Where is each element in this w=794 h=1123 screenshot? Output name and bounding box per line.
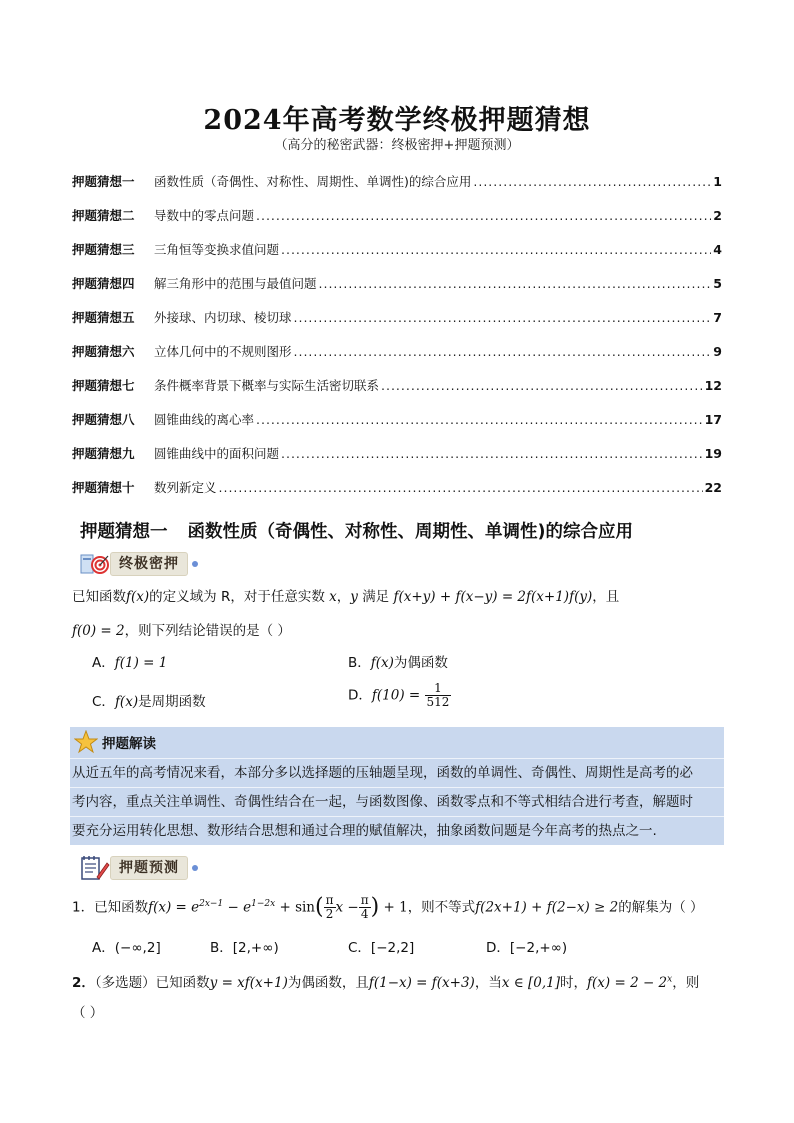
math: f(1−x) = f(x+3) — [368, 975, 475, 991]
text: ， — [336, 589, 351, 605]
paren: ( — [315, 894, 324, 920]
notepad-pencil-icon — [80, 855, 110, 881]
text: 时， — [560, 975, 588, 991]
fraction — [359, 894, 371, 921]
math: f(x) — [114, 694, 139, 710]
interpretation-text — [70, 758, 724, 845]
math: 2x−1 — [199, 899, 224, 909]
text: ，则 — [672, 975, 700, 991]
text: ，且 — [592, 589, 620, 605]
toc-row[interactable] — [72, 369, 722, 403]
toc-row[interactable] — [72, 403, 722, 437]
math: f(x) — [370, 655, 394, 671]
option-a[interactable] — [92, 651, 167, 671]
math: x − — [335, 899, 359, 916]
toc-number: 押题猜想五 — [72, 310, 135, 325]
toc-row[interactable] — [72, 335, 722, 369]
toc-leader — [256, 199, 711, 233]
text: 的解集为（ ） — [618, 899, 704, 916]
toc-number: 押题猜想一 — [72, 174, 135, 189]
toc-row[interactable] — [72, 437, 722, 471]
q1-option-a[interactable]: A．(−∞,2] — [92, 940, 161, 956]
toc-number: 押题猜想七 — [72, 378, 135, 393]
toc-leader — [319, 267, 712, 301]
fraction — [425, 682, 452, 709]
section-number: 押题猜想一 — [80, 522, 168, 542]
option-c[interactable] — [92, 690, 206, 710]
table-of-contents — [72, 165, 722, 505]
numerator: π — [360, 893, 369, 907]
badge-final — [80, 551, 198, 577]
question-number: 1． — [72, 899, 95, 916]
badge-dot — [192, 561, 198, 567]
toc-page-number: 19 — [704, 446, 722, 461]
badge-dot — [192, 865, 198, 871]
math: y = xf(x+1) — [209, 975, 288, 991]
denominator: 512 — [426, 695, 450, 709]
math: f(0) = 2 — [72, 623, 125, 639]
section-heading — [80, 518, 633, 543]
math: + 1 — [379, 899, 408, 916]
toc-leader — [281, 233, 711, 267]
math: f(x+y) + f(x−y) = 2f(x+1)f(y) — [393, 589, 593, 605]
text: 满足 — [362, 589, 390, 605]
option-label: C． — [92, 694, 115, 710]
math: f(x) — [126, 589, 150, 605]
text: ，则不等式 — [407, 899, 476, 916]
option-b[interactable] — [348, 651, 448, 671]
math: x — [329, 589, 337, 605]
toc-row[interactable] — [72, 233, 722, 267]
toc-text: 条件概率背景下概率与实际生活密切联系 — [154, 378, 380, 393]
numerator: π — [325, 893, 334, 907]
math: y — [350, 589, 358, 605]
math: x ∈ [0,1] — [501, 975, 561, 991]
toc-leader — [381, 369, 703, 403]
math: f(x) = e — [148, 899, 200, 916]
option-label: D． — [348, 687, 372, 704]
question-1 — [72, 889, 704, 923]
denominator: 4 — [360, 907, 369, 921]
option-label: B． — [348, 655, 371, 671]
math: f(1) = 1 — [114, 655, 168, 671]
toc-page-number: 2 — [713, 208, 722, 223]
toc-number: 押题猜想四 — [72, 276, 135, 291]
toc-page-number: 12 — [704, 378, 722, 393]
toc-text: 立体几何中的不规则图形 — [154, 344, 292, 359]
text: 是周期函数 — [138, 694, 206, 710]
toc-leader — [294, 301, 712, 335]
interpretation-line: 要充分运用转化思想、数形结合思想和通过合理的赋值解决，抽象函数问题是今年高考的热点之一. — [70, 816, 724, 845]
toc-text: 数列新定义 — [154, 480, 217, 495]
interpretation-label: 押题解读 — [102, 736, 156, 752]
toc-row[interactable] — [72, 165, 722, 199]
toc-text: 圆锥曲线的离心率 — [154, 412, 255, 427]
text: 为偶函数，且 — [287, 975, 369, 991]
interpretation-header — [70, 727, 724, 757]
math: x — [667, 974, 673, 985]
interpretation-box — [70, 727, 724, 845]
toc-row[interactable] — [72, 267, 722, 301]
toc-row[interactable] — [72, 199, 722, 233]
toc-number: 押题猜想二 — [72, 208, 135, 223]
toc-text: 外接球、内切球、棱切球 — [154, 310, 292, 325]
text: （多选题）已知函数 — [94, 975, 210, 991]
toc-text: 函数性质（奇偶性、对称性、周期性、单调性)的综合应用 — [154, 174, 472, 189]
math: + sin — [275, 899, 316, 916]
paren: ) — [370, 894, 380, 920]
q1-option-b[interactable]: B．[2,+∞) — [210, 940, 279, 956]
toc-page-number: 9 — [713, 344, 722, 359]
option-d[interactable] — [348, 682, 451, 709]
page-title: 2024年高考数学终极押题猜想 — [203, 105, 591, 136]
toc-number: 押题猜想十 — [72, 480, 135, 495]
toc-page-number: 7 — [713, 310, 722, 325]
question-2 — [72, 971, 699, 991]
interpretation-line: 从近五年的高考情况来看，本部分多以选择题的压轴题呈现，函数的单调性、奇偶性、周期性是高考的必 — [70, 758, 724, 787]
badge-predict — [80, 855, 198, 881]
toc-leader — [281, 437, 703, 471]
math: f(10) = — [371, 687, 421, 704]
problem-line-1 — [72, 585, 619, 605]
numerator: 1 — [425, 682, 452, 696]
math: f(x) = 2 − 2 — [587, 975, 668, 991]
toc-leader — [473, 165, 711, 199]
denominator: 2 — [325, 907, 334, 921]
toc-number: 押题猜想九 — [72, 446, 135, 461]
toc-number: 押题猜想八 — [72, 412, 135, 427]
text: 的定义域为 R，对于任意实数 — [149, 589, 325, 605]
badge-label: 终极密押 — [110, 552, 188, 576]
toc-number: 押题猜想六 — [72, 344, 135, 359]
text: ，当 — [474, 975, 502, 991]
target-icon — [80, 551, 110, 577]
question-2-line-2: （ ） — [72, 1005, 104, 1021]
text: 为偶函数 — [393, 655, 448, 671]
q1-option-d[interactable]: D．[−2,+∞) — [486, 940, 568, 956]
math: 1−2x — [251, 899, 276, 909]
toc-text: 解三角形中的范围与最值问题 — [154, 276, 317, 291]
toc-leader — [294, 335, 712, 369]
math: f(2x+1) + f(2−x) ≥ 2 — [475, 899, 619, 916]
badge-label: 押题预测 — [110, 856, 188, 880]
toc-row[interactable] — [72, 301, 722, 335]
toc-page-number: 4 — [713, 242, 722, 257]
toc-text: 三角恒等变换求值问题 — [154, 242, 280, 257]
toc-leader — [256, 403, 703, 437]
page-subtitle: （高分的秘密武器：终极密押+押题预测） — [274, 138, 520, 153]
text: 已知函数 — [94, 899, 149, 916]
q1-option-c[interactable]: C．[−2,2] — [348, 940, 415, 956]
toc-page-number: 5 — [713, 276, 722, 291]
problem-line-2 — [72, 619, 291, 639]
toc-text: 导数中的零点问题 — [154, 208, 255, 223]
toc-text: 圆锥曲线中的面积问题 — [154, 446, 280, 461]
star-icon — [74, 730, 98, 754]
toc-row[interactable] — [72, 471, 722, 505]
toc-number: 押题猜想三 — [72, 242, 135, 257]
fraction — [324, 894, 336, 921]
toc-page-number: 17 — [704, 412, 722, 427]
math: − e — [223, 899, 252, 916]
toc-leader — [219, 471, 703, 505]
question-number: 2． — [72, 975, 95, 991]
toc-page-number: 22 — [704, 480, 722, 495]
interpretation-line: 考内容，重点关注单调性、奇偶性结合在一起，与函数图像、函数零点和不等式相结合进行考查，解题时 — [70, 787, 724, 816]
text: 已知函数 — [72, 589, 126, 605]
toc-page-number: 1 — [713, 174, 722, 189]
option-label: A． — [92, 655, 115, 671]
text: ，则下列结论错误的是（ ） — [124, 623, 291, 639]
section-title: 函数性质（奇偶性、对称性、周期性、单调性)的综合应用 — [187, 522, 633, 542]
